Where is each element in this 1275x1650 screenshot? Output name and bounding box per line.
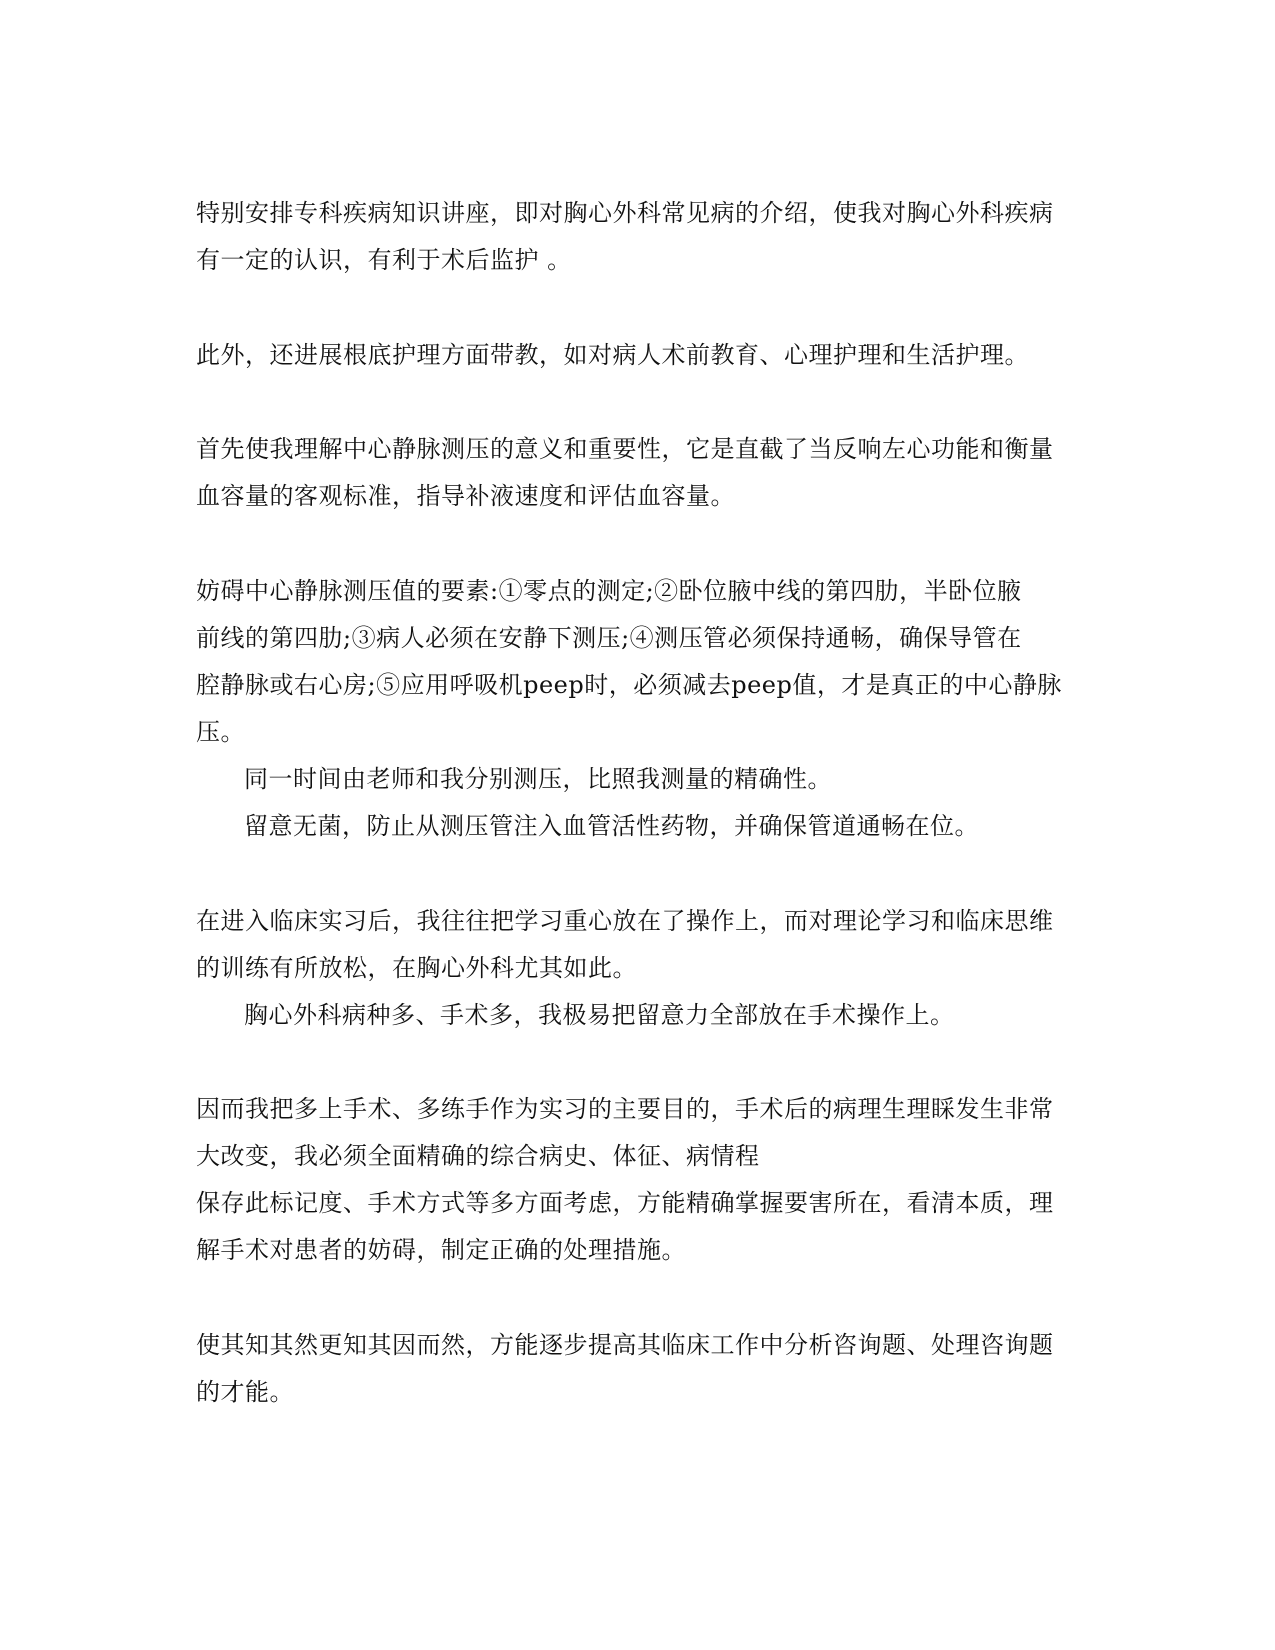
text-line: 同一时间由老师和我分别测压，比照我测量的精确性。 [244,765,832,793]
text-line: 首先使我理解中心静脉测压的意义和重要性，它是直截了当反响左心功能和衡量 [196,435,1054,463]
text-line: 压。 [196,718,245,746]
text-line: 大改变，我必须全面精确的综合病史、体征、病情程 [196,1142,760,1170]
text-line: 的训练有所放松，在胸心外科尤其如此。 [196,954,637,982]
text-line: 因而我把多上手术、多练手作为实习的主要目的，手术后的病理生理睬发生非常 [196,1095,1054,1123]
text-line: 腔静脉或右心房;⑤应用呼吸机peep时，必须减去peep值，才是真正的中心静脉 [196,671,1062,699]
text-line: 有一定的认识，有利于术后监护 。 [196,246,572,274]
text-line: 此外，还进展根底护理方面带教，如对病人术前教育、心理护理和生活护理。 [196,341,1029,369]
text-line: 前线的第四肋;③病人必须在安静下测压;④测压管必须保持通畅，确保导管在 [196,624,1022,652]
text-line: 在进入临床实习后，我往往把学习重心放在了操作上，而对理论学习和临床思维 [196,907,1054,935]
text-line: 保存此标记度、手术方式等多方面考虑，方能精确掌握要害所在，看清本质，理 [196,1189,1054,1217]
text-line: 使其知其然更知其因而然，方能逐步提高其临床工作中分析咨询题、处理咨询题 [196,1331,1054,1359]
text-line: 血容量的客观标准，指导补液速度和评估血容量。 [196,482,735,510]
text-line: 特别安排专科疾病知识讲座，即对胸心外科常见病的介绍，使我对胸心外科疾病 [196,199,1054,227]
text-line: 解手术对患者的妨碍，制定正确的处理措施。 [196,1236,686,1264]
text-line: 妨碍中心静脉测压值的要素:①零点的测定;②卧位腋中线的第四肋，半卧位腋 [196,577,1022,605]
text-line: 的才能。 [196,1378,294,1406]
text-line: 胸心外科病种多、手术多，我极易把留意力全部放在手术操作上。 [244,1001,955,1029]
text-line: 留意无菌，防止从测压管注入血管活性药物，并确保管道通畅在位。 [244,812,979,840]
